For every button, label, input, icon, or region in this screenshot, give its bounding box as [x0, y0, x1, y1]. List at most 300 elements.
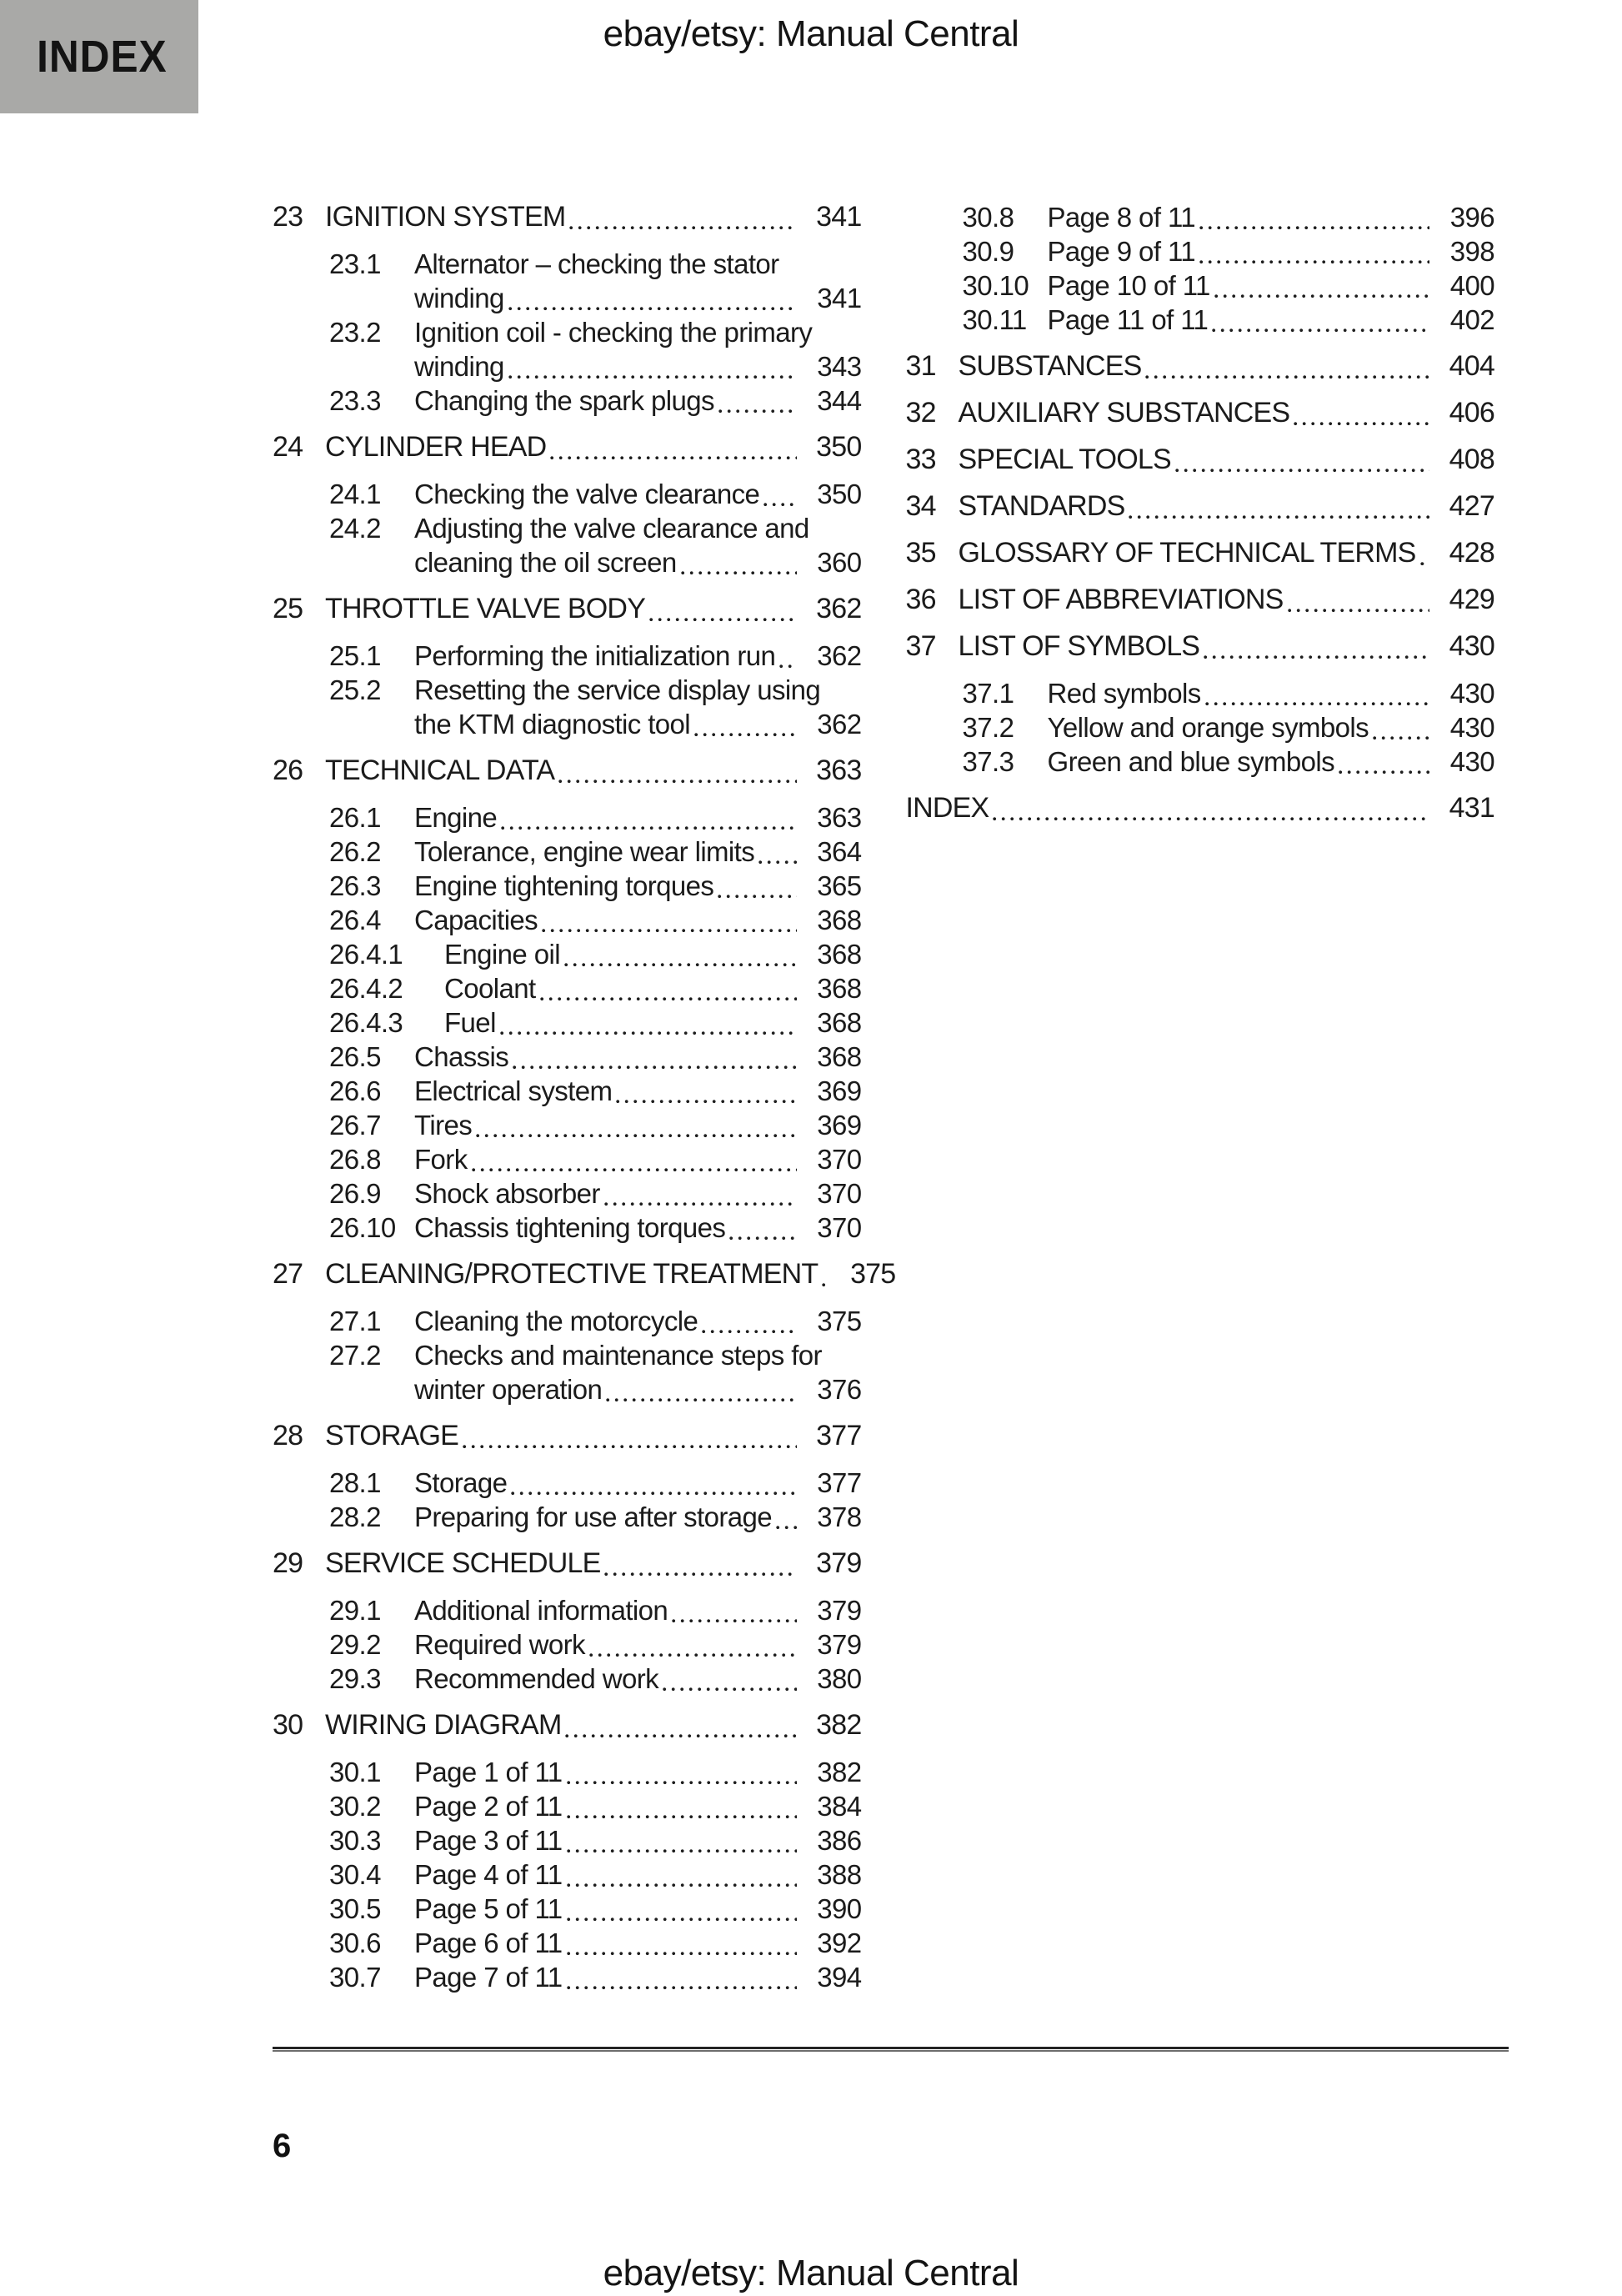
entry-last-line [1048, 200, 1495, 234]
entry-title: Storage [414, 1467, 508, 1498]
entry-page: 431 [1449, 792, 1494, 824]
entry-number: 30.9 [962, 236, 1014, 267]
entry-page: 341 [816, 201, 862, 233]
entry-title: SPECIAL TOOLS [958, 444, 1171, 475]
entry-last-line [444, 1005, 862, 1040]
entry-page: 344 [817, 385, 862, 416]
entry-text [959, 583, 1495, 617]
toc-entry [273, 1627, 862, 1662]
entry-number: 26.4.1 [329, 939, 403, 970]
entry-last-line [414, 349, 862, 384]
toc-entry [273, 639, 862, 673]
entry-page: 343 [817, 351, 862, 382]
entry-text [414, 1789, 862, 1823]
entry-text [325, 1547, 862, 1581]
leader-dots [822, 1271, 830, 1291]
leader-dots [681, 559, 797, 579]
entry-number: 30.7 [329, 1962, 381, 1993]
entry-title: Changing the spark plugs [414, 385, 714, 416]
entry-number: 37 [905, 630, 936, 662]
entry-last-line [414, 1372, 862, 1406]
toc-entry [906, 536, 1495, 570]
entry-number: 27.2 [329, 1340, 381, 1371]
entry-number: 26.6 [329, 1075, 381, 1106]
leader-dots [718, 883, 796, 903]
entry-page: 394 [817, 1962, 862, 1993]
entry-page: 379 [816, 1547, 862, 1579]
entry-last-line [959, 349, 1495, 384]
entry-last-line [414, 869, 862, 903]
entry-last-line [959, 583, 1495, 617]
toc-entry [273, 511, 862, 579]
entry-page: 396 [1449, 202, 1494, 233]
entry-last-line [414, 1892, 862, 1926]
entry-page: 386 [817, 1825, 862, 1856]
entry-text [414, 1074, 862, 1108]
leader-dots [663, 1676, 796, 1696]
entry-page: 380 [817, 1663, 862, 1694]
leader-dots [776, 1514, 797, 1534]
leader-dots [567, 1940, 797, 1960]
entry-last-line [414, 1789, 862, 1823]
entry-page: 408 [1449, 444, 1494, 475]
entry-text [959, 396, 1495, 430]
entry-title: TECHNICAL DATA [325, 754, 555, 786]
entry-number: 29.1 [329, 1595, 381, 1626]
entry-title: Coolant [444, 973, 536, 1004]
entry-page: 350 [816, 431, 862, 463]
entry-last-line [1048, 676, 1495, 710]
entry-number: 30.11 [962, 304, 1027, 335]
entry-number: 30.5 [329, 1893, 381, 1924]
leader-dots [1175, 457, 1429, 477]
toc-entry [273, 247, 862, 315]
entry-last-line [414, 545, 862, 579]
toc-entry [906, 489, 1495, 524]
entry-page: 430 [1449, 746, 1494, 777]
entry-title: Engine [414, 802, 498, 833]
toc-entry [906, 234, 1495, 268]
toc-entry [273, 1466, 862, 1500]
toc-entry [273, 1500, 862, 1534]
toc-entry [273, 1108, 862, 1142]
toc-entry [906, 791, 1495, 825]
entry-text [325, 754, 862, 788]
entry-last-line [414, 1176, 862, 1211]
entry-page: 430 [1449, 630, 1494, 662]
entry-title: Electrical system [414, 1075, 613, 1106]
entry-text [959, 489, 1495, 524]
entry-text [414, 1040, 862, 1074]
leader-dots [616, 1088, 796, 1108]
entry-title: Page 8 of 11 [1047, 202, 1196, 233]
entry-text [414, 903, 862, 937]
entry-text [325, 592, 862, 626]
entry-text [325, 430, 862, 464]
leader-dots [758, 849, 796, 869]
entry-number: 28 [273, 1420, 303, 1451]
entry-number: 26.10 [329, 1212, 396, 1243]
toc-entry [273, 1789, 862, 1823]
entry-page: 392 [817, 1928, 862, 1958]
entry-title: Page 6 of 11 [414, 1928, 563, 1958]
leader-dots [763, 491, 796, 511]
leader-dots [672, 1607, 796, 1627]
header-doc-title: ebay/etsy: Manual Central [603, 13, 1019, 54]
entry-number: 26.9 [329, 1178, 381, 1209]
entry-number: 26.1 [329, 802, 381, 833]
toc-entry [273, 1257, 896, 1291]
toc-entry [273, 835, 862, 869]
leader-dots [649, 606, 796, 626]
leader-dots [540, 985, 797, 1005]
leader-dots [567, 1803, 797, 1823]
leader-dots [567, 1837, 797, 1857]
leader-dots [1199, 214, 1429, 234]
toc-entry [906, 443, 1495, 477]
entry-last-line [414, 1960, 862, 1994]
entry-text [414, 1857, 862, 1892]
leader-dots [564, 951, 797, 971]
entry-last-line [959, 396, 1495, 430]
leader-dots [500, 1020, 797, 1040]
entry-number: 32 [905, 397, 936, 429]
toc-entry [906, 303, 1495, 337]
entry-last-line [414, 1500, 862, 1534]
entry-title: STORAGE [325, 1420, 459, 1451]
entry-number: 26.7 [329, 1110, 381, 1140]
entry-number: 26.4.3 [329, 1007, 403, 1038]
entry-last-line [1048, 744, 1495, 779]
leader-dots [567, 1906, 797, 1926]
entry-number: 23.1 [329, 248, 381, 279]
entry-page: 368 [817, 1007, 862, 1038]
entry-last-line [325, 1257, 896, 1291]
entry-text [414, 800, 862, 835]
entry-last-line [444, 937, 862, 971]
entry-text [414, 1500, 862, 1534]
toc-entry [273, 1823, 862, 1857]
toc-entry [273, 1005, 862, 1040]
entry-title: Page 7 of 11 [414, 1962, 563, 1993]
entry-last-line [325, 592, 862, 626]
entry-page: 427 [1449, 490, 1494, 522]
leader-dots [1199, 248, 1429, 268]
entry-number: 30.2 [329, 1791, 381, 1822]
entry-title: Additional information [414, 1595, 668, 1626]
entry-title: Checking the valve clearance [414, 479, 760, 509]
entry-page: 430 [1449, 678, 1494, 709]
leader-dots [1420, 550, 1430, 570]
toc-entry [273, 1142, 862, 1176]
leader-dots [606, 1386, 796, 1406]
leader-dots [558, 768, 796, 788]
entry-page: 364 [817, 836, 862, 867]
entry-last-line [414, 707, 862, 741]
toc-entry [273, 1926, 862, 1960]
entry-page: 378 [817, 1501, 862, 1532]
entry-number: 26.8 [329, 1144, 381, 1175]
toc-entry [273, 1662, 862, 1696]
toc-entry [273, 1960, 862, 1994]
entry-text [414, 1593, 862, 1627]
entry-text [414, 1211, 862, 1245]
entry-number: 34 [905, 490, 936, 522]
entry-page: 379 [817, 1629, 862, 1660]
entry-text [1048, 744, 1495, 779]
entry-title: IGNITION SYSTEM [325, 201, 566, 233]
toc-entry [273, 1211, 862, 1245]
leader-dots [694, 721, 796, 741]
entry-text [414, 639, 862, 673]
entry-title: Page 4 of 11 [414, 1859, 563, 1890]
entry-last-line [325, 430, 862, 464]
leader-dots [1212, 317, 1429, 337]
toc-entry [273, 1040, 862, 1074]
entry-title: Page 1 of 11 [414, 1757, 563, 1787]
entry-page: 363 [817, 802, 862, 833]
entry-title: LIST OF SYMBOLS [958, 630, 1200, 662]
entry-text [414, 1304, 862, 1338]
entry-number: 26.3 [329, 870, 381, 901]
entry-text [444, 1005, 862, 1040]
toc-entry [906, 396, 1495, 430]
entry-title: Chassis tightening torques [414, 1212, 726, 1243]
entry-text [414, 384, 862, 418]
entry-last-line [414, 384, 862, 418]
entry-text [414, 1892, 862, 1926]
entry-title: STANDARDS [958, 490, 1125, 522]
footer-rule [273, 2047, 1509, 2052]
entry-title: GLOSSARY OF TECHNICAL TERMS [958, 537, 1416, 569]
entry-last-line [444, 971, 862, 1005]
toc-entry [906, 268, 1495, 303]
entry-text [325, 1257, 896, 1291]
entry-page: 390 [817, 1893, 862, 1924]
leader-dots [550, 444, 796, 464]
entry-last-line [959, 536, 1495, 570]
toc-entry [273, 800, 862, 835]
entry-last-line [414, 1593, 862, 1627]
entry-number: 26.4 [329, 905, 381, 935]
leader-dots [589, 1642, 797, 1662]
entry-text [1048, 303, 1495, 337]
entry-title: Page 2 of 11 [414, 1791, 563, 1822]
entry-title: Recommended work [414, 1663, 659, 1694]
entry-number: 37.3 [962, 746, 1014, 777]
entry-title: Tires [414, 1110, 473, 1140]
entry-number: 25 [273, 593, 303, 624]
leader-dots [472, 1156, 797, 1176]
entry-title: Checks and maintenance steps for [414, 1340, 822, 1371]
entry-page: 370 [817, 1178, 862, 1209]
entry-number: 29.3 [329, 1663, 381, 1694]
entry-title: Fuel [444, 1007, 496, 1038]
entry-title: LIST OF ABBREVIATIONS [958, 584, 1284, 615]
entry-page: 341 [817, 283, 862, 313]
entry-number: 31 [905, 350, 936, 382]
entry-title: winding [414, 283, 504, 313]
leader-dots [779, 653, 796, 673]
entry-number: 27.1 [329, 1306, 381, 1336]
entry-page: 429 [1449, 584, 1494, 615]
entry-last-line [414, 1926, 862, 1960]
entry-text [414, 477, 862, 511]
entry-last-line [414, 639, 862, 673]
entry-text [414, 1823, 862, 1857]
toc-entry [906, 583, 1495, 617]
entry-text [414, 1108, 862, 1142]
toc-entry [273, 1708, 862, 1742]
entry-text [414, 511, 862, 579]
entry-title: INDEX [905, 792, 989, 824]
entry-number: 27 [273, 1258, 303, 1290]
leader-dots [501, 815, 796, 835]
entry-number: 28.1 [329, 1467, 381, 1498]
entry-title: CLEANING/PROTECTIVE TREATMENT [325, 1258, 819, 1290]
entry-page: 379 [817, 1595, 862, 1626]
entry-page: 369 [817, 1075, 862, 1106]
toc-entry [906, 349, 1495, 384]
entry-last-line [414, 835, 862, 869]
entry-title: Page 5 of 11 [414, 1893, 563, 1924]
entry-page: 365 [817, 870, 862, 901]
entry-last-line [959, 443, 1495, 477]
entry-last-line [414, 1304, 862, 1338]
entry-text [959, 536, 1495, 570]
entry-last-line [1048, 234, 1495, 268]
toc-entry [273, 384, 862, 418]
entry-number: 26.2 [329, 836, 381, 867]
leader-dots [993, 805, 1429, 825]
toc-entry [273, 430, 862, 464]
leader-dots [567, 1872, 797, 1892]
entry-number: 37.1 [962, 678, 1014, 709]
entry-text [414, 1627, 862, 1662]
entry-number: 29 [273, 1547, 303, 1579]
toc-entry [273, 754, 862, 788]
toc-content [273, 200, 1494, 1994]
entry-title: Red symbols [1047, 678, 1201, 709]
leader-dots [569, 214, 796, 234]
entry-text [906, 791, 1495, 825]
entry-number: 26.5 [329, 1041, 381, 1072]
entry-text [959, 629, 1495, 664]
entry-title: Alternator – checking the stator [414, 248, 779, 279]
entry-title: Shock absorber [414, 1178, 600, 1209]
leader-dots [1204, 644, 1429, 664]
entry-number: 23 [273, 201, 303, 233]
entry-number: 25.1 [329, 640, 381, 671]
entry-title: Fork [414, 1144, 468, 1175]
leader-dots [1129, 504, 1429, 524]
entry-text [414, 1960, 862, 1994]
entry-page: 402 [1449, 304, 1494, 335]
entry-title: SUBSTANCES [958, 350, 1142, 382]
toc-entry [273, 1593, 862, 1627]
entry-last-line [414, 281, 862, 315]
entry-last-line [414, 1662, 862, 1696]
toc-entry [273, 477, 862, 511]
leader-dots [1294, 410, 1429, 430]
entry-last-line [906, 791, 1495, 825]
entry-number: 24 [273, 431, 303, 463]
entry-page: 362 [817, 709, 862, 739]
toc-entry [273, 869, 862, 903]
entry-title: winter operation [414, 1374, 603, 1405]
entry-title: Page 3 of 11 [414, 1825, 563, 1856]
leader-dots [463, 1433, 796, 1453]
toc-entry [273, 1419, 862, 1453]
leader-dots [702, 1318, 796, 1338]
toc-entry [273, 200, 862, 234]
toc-entry [273, 903, 862, 937]
entry-title: the KTM diagnostic tool [414, 709, 691, 739]
entry-number: 24.1 [329, 479, 381, 509]
entry-title: Page 11 of 11 [1047, 304, 1209, 335]
entry-title: Page 9 of 11 [1047, 236, 1196, 267]
toc-left-column [273, 200, 896, 1994]
entry-page: 400 [1449, 270, 1494, 301]
footer-doc-title: ebay/etsy: Manual Central [603, 2253, 1019, 2293]
entry-text [1048, 710, 1495, 744]
entry-number: 30.10 [962, 270, 1029, 301]
entry-text [414, 1755, 862, 1789]
entry-number: 30.6 [329, 1928, 381, 1958]
entry-last-line [959, 629, 1495, 664]
entry-last-line [414, 903, 862, 937]
leader-dots [542, 917, 796, 937]
entry-page: 404 [1449, 350, 1494, 382]
entry-last-line [414, 1211, 862, 1245]
entry-last-line [959, 489, 1495, 524]
entry-page: 362 [816, 593, 862, 624]
entry-page: 370 [817, 1144, 862, 1175]
entry-last-line [414, 1466, 862, 1500]
entry-title: Capacities [414, 905, 538, 935]
entry-page: 398 [1449, 236, 1494, 267]
leader-dots [1373, 724, 1429, 744]
entry-text [414, 673, 862, 741]
entry-last-line [414, 1857, 862, 1892]
entry-text [959, 349, 1495, 384]
leader-dots [1339, 759, 1429, 779]
entry-title: Tolerance, engine wear limits [414, 836, 755, 867]
entry-number: 30.1 [329, 1757, 381, 1787]
entry-text [414, 869, 862, 903]
entry-title: SERVICE SCHEDULE [325, 1547, 601, 1579]
entry-page: 406 [1449, 397, 1494, 429]
entry-number: 35 [905, 537, 936, 569]
leader-dots [1145, 363, 1429, 384]
entry-last-line [414, 1755, 862, 1789]
entry-page: 368 [817, 973, 862, 1004]
entry-last-line [414, 1823, 862, 1857]
entry-title: Ignition coil - checking the primary [414, 317, 813, 348]
entry-last-line [1048, 303, 1495, 337]
entry-text [414, 1662, 862, 1696]
entry-last-line [1048, 710, 1495, 744]
entry-title: THROTTLE VALVE BODY [325, 593, 646, 624]
entry-page: 377 [816, 1420, 862, 1451]
toc-entry [273, 937, 862, 971]
entry-title: Green and blue symbols [1047, 746, 1334, 777]
entry-text [414, 1176, 862, 1211]
toc-entry [273, 1755, 862, 1789]
entry-page: 368 [817, 905, 862, 935]
entry-last-line [325, 754, 862, 788]
entry-number: 30 [273, 1709, 303, 1741]
